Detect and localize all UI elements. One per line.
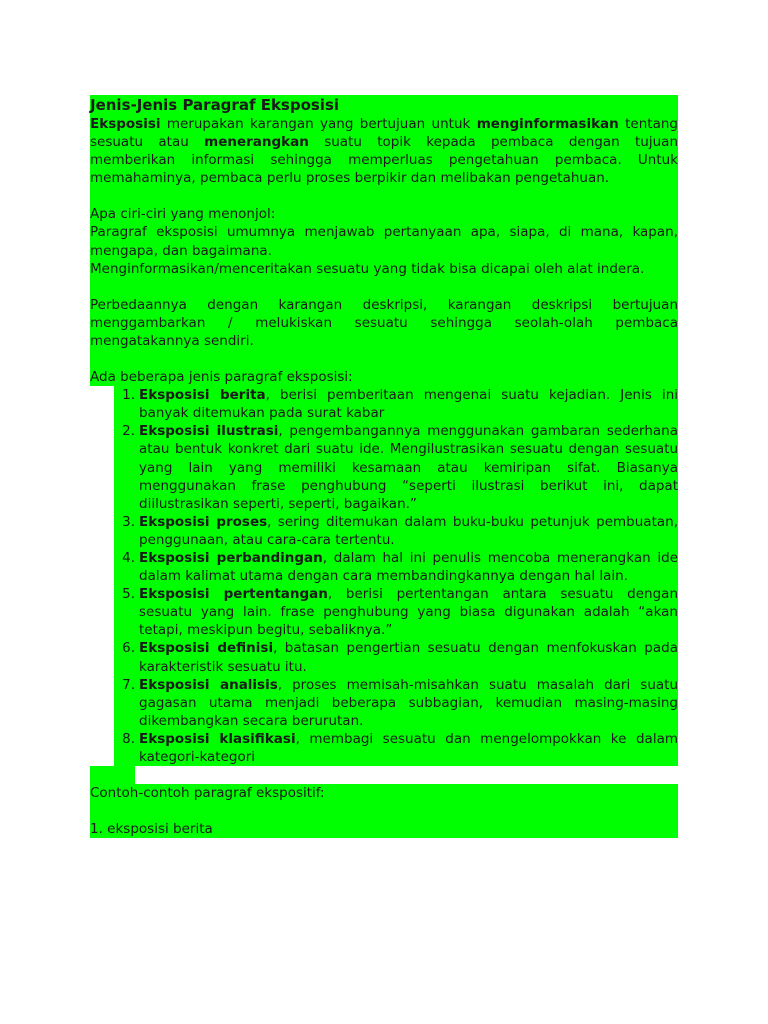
- list-item-text: [135, 513, 678, 549]
- list-item-term: Eksposisi analisis: [139, 676, 278, 693]
- list-item-desc: , berisi pertentangan antara sesuatu dengan sesuatu yang lain. frase penghubung yang biasa digunakan adalah “akan tetapi, meskipun begitu, sebaliknya.”: [139, 586, 678, 639]
- list-item-text: [135, 585, 678, 639]
- blank-line: [90, 187, 678, 205]
- blank-line: [90, 802, 678, 820]
- intro-text-2: tentang sesuatu atau: [90, 116, 678, 151]
- jenis-list: [90, 386, 678, 766]
- list-item-term: Eksposisi definisi: [139, 640, 274, 657]
- list-item-desc: , dalam hal ini penulis mencoba menerangkan ide dalam kalimat utama dengan cara membandingkannya dengan hal lain.: [139, 549, 678, 585]
- intro-bold-2: menginformasikan: [476, 116, 619, 132]
- list-number: 2.: [114, 422, 135, 512]
- list-item: [90, 676, 678, 730]
- list-item-desc: , pengembangannya menggunakan gambaran sederhana atau bentuk konkret dari suatu ide. Mengilustrasikan sesuatu dengan sesuatu yang lain yang memiliki kesamaan atau kemiripan sifat. Biasanya menggunakan frase penghubung “seperti ilustrasi berikut ini, dapat diilustrasikan seperti, seperti, bagaikan.”: [139, 423, 679, 512]
- jenis-heading: Ada beberapa jenis paragraf eksposisi:: [90, 368, 678, 386]
- list-number: 1.: [114, 386, 135, 422]
- list-item-text: [135, 422, 678, 512]
- list-item-term: Eksposisi klasifikasi: [139, 730, 296, 747]
- blank-line: [90, 278, 678, 296]
- perbedaan-paragraph: Perbedaannya dengan karangan deskripsi, karangan deskripsi bertujuan menggambarkan / melukiskan sesuatu sehingga seolah-olah pembaca mengatakannya sendiri.: [90, 296, 678, 349]
- list-item: [90, 513, 678, 549]
- list-item-term: Eksposisi pertentangan: [139, 586, 328, 603]
- list-number: 6.: [114, 639, 135, 675]
- list-item-desc: , proses memisah-misahkan suatu masalah dari suatu gagasan utama menjadi beberapa subbagian, kemudian masing-masing dikembangkan secara berurutan.: [139, 676, 679, 729]
- list-item-desc: , sering ditemukan dalam buku-buku petunjuk pembuatan, penggunaan, atau cara-cara tertentu.: [139, 513, 678, 548]
- list-item: [90, 730, 678, 766]
- list-item: [90, 386, 678, 422]
- list-item: [90, 585, 678, 639]
- document-page: [90, 95, 678, 838]
- list-item-text: [135, 549, 678, 585]
- list-item-term: Eksposisi berita: [139, 387, 266, 404]
- list-number: 8.: [114, 730, 135, 766]
- intro-text-1: merupakan karangan yang bertujuan untuk: [160, 116, 477, 132]
- ciri-item-1: Paragraf eksposisi umumnya menjawab pertanyaan apa, siapa, di mana, kapan, mengapa, dan bagaimana.: [90, 224, 678, 259]
- blank-line: [90, 350, 678, 368]
- list-item: [90, 549, 678, 585]
- list-item-term: Eksposisi proses: [139, 513, 268, 530]
- ciri-heading: Apa ciri-ciri yang menonjol:: [90, 205, 678, 223]
- intro-bold-3: menerangkan: [204, 134, 309, 151]
- list-number: 3.: [114, 513, 135, 549]
- list-item-term: Eksposisi perbandingan: [139, 549, 323, 566]
- list-number: 7.: [114, 676, 135, 730]
- list-item-desc: , berisi pemberitaan mengenai suatu kejadian. Jenis ini banyak ditemukan pada surat kabar: [139, 387, 678, 422]
- list-number: 4.: [114, 549, 135, 585]
- intro-text-3: suatu topik kepada pembaca dengan tujuan memberikan informasi sehingga memperluas pengetahuan pembaca. Untuk memahaminya, pembaca perlu proses berpikir dan melibakan pengetahuan.: [90, 134, 678, 187]
- document-title: Jenis-Jenis Paragraf Eksposisi: [90, 95, 678, 115]
- intro-bold-1: Eksposisi: [90, 116, 161, 132]
- list-item-text: [135, 639, 678, 675]
- contoh-item-1: 1. eksposisi berita: [90, 820, 678, 838]
- list-item-desc: , batasan pengertian sesuatu dengan menfokuskan pada karakteristik sesuatu itu.: [139, 640, 678, 675]
- list-item-term: Eksposisi ilustrasi: [139, 423, 279, 440]
- list-end-marker: [90, 766, 678, 784]
- list-item: [90, 422, 678, 512]
- list-item: [90, 639, 678, 675]
- ciri-item-2: Menginformasikan/menceritakan sesuatu yang tidak bisa dicapai oleh alat indera.: [90, 260, 678, 278]
- list-item-desc: , membagi sesuatu dan mengelompokkan ke dalam kategori-kategori: [139, 730, 678, 765]
- list-item-text: [135, 386, 678, 422]
- contoh-heading: Contoh-contoh paragraf ekspositif:: [90, 784, 678, 802]
- list-item-text: [135, 730, 678, 766]
- intro-paragraph: [90, 115, 678, 187]
- list-number: 5.: [114, 585, 135, 639]
- list-item-text: [135, 676, 678, 730]
